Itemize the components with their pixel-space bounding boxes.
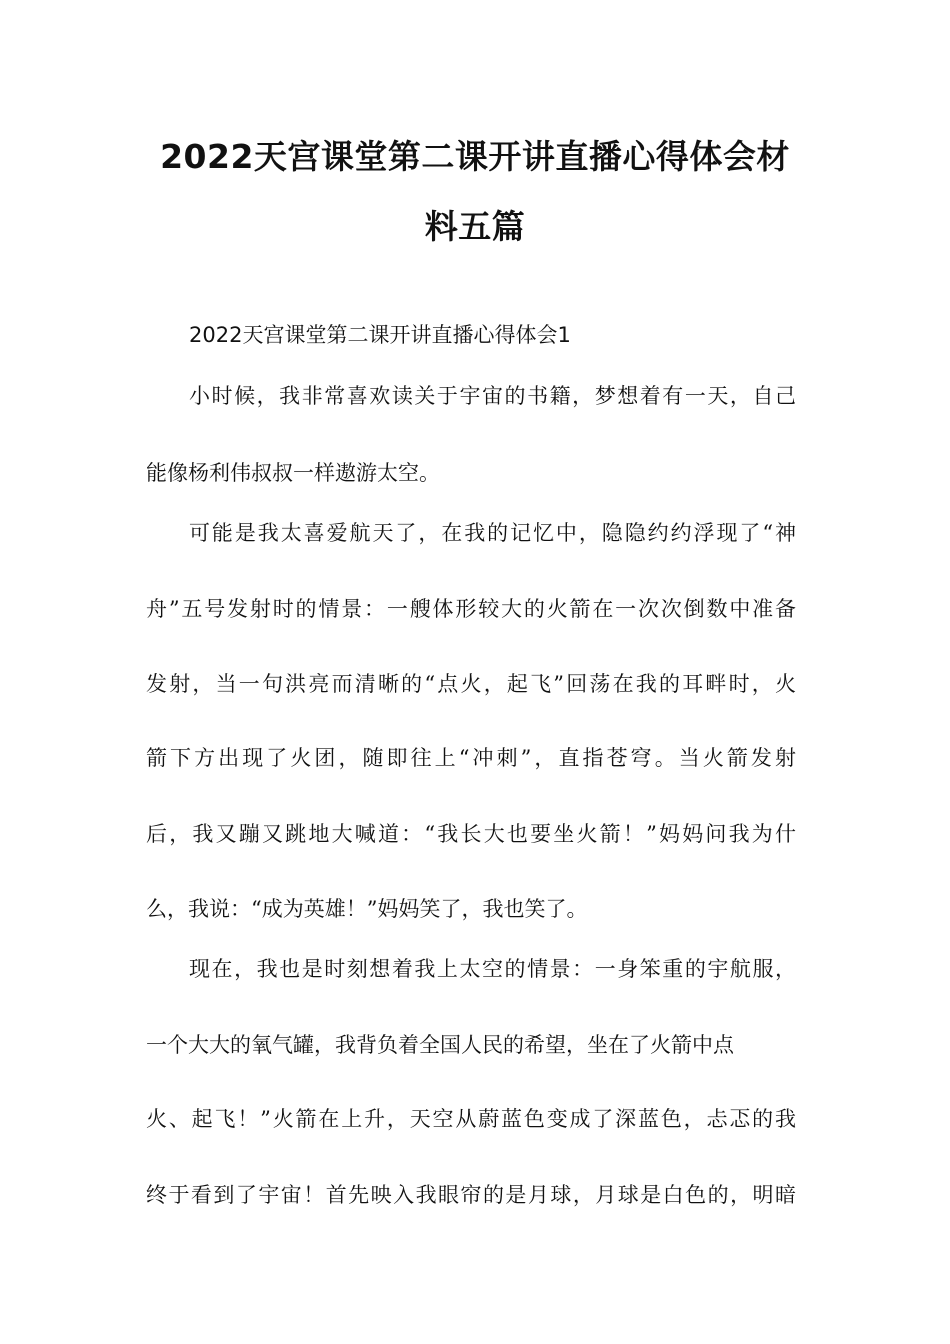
paragraph-2-line-3: 发射，当一句洪亮而清晰的“点火，起飞”回荡在我的耳畔时，火 (146, 672, 796, 696)
paragraph-1-line-2: 能像杨利伟叔叔一样遨游太空。 (146, 461, 440, 485)
document-title-line-2: 料五篇 (424, 207, 526, 246)
paragraph-2-line-5: 后，我又蹦又跳地大喊道：“我长大也要坐火箭！”妈妈问我为什 (146, 822, 796, 846)
paragraph-2-line-2: 舟”五号发射时的情景：一艘体形较大的火箭在一次次倒数中准备 (146, 597, 796, 621)
document-title-line-1: 2022天宫课堂第二课开讲直播心得体会材 (160, 137, 790, 176)
section-heading: 2022天宫课堂第二课开讲直播心得体会1 (189, 323, 571, 347)
paragraph-3-line-1: 现在，我也是时刻想着我上太空的情景：一身笨重的宇航服， (189, 957, 796, 981)
paragraph-2-line-6: 么，我说：“成为英雄！”妈妈笑了，我也笑了。 (146, 897, 588, 921)
paragraph-2-line-4: 箭下方出现了火团，随即往上“冲刺”，直指苍穹。当火箭发射 (146, 746, 796, 770)
paragraph-3-line-4: 终于看到了宇宙！首先映入我眼帘的是月球，月球是白色的，明暗 (146, 1183, 796, 1207)
paragraph-2-line-1: 可能是我太喜爱航天了，在我的记忆中，隐隐约约浮现了“神 (189, 521, 796, 545)
paragraph-3-line-3: 火、起飞！”火箭在上升，天空从蔚蓝色变成了深蓝色，忐忑的我 (146, 1107, 796, 1131)
paragraph-3-line-2: 一个大大的氧气罐，我背负着全国人民的希望，坐在了火箭中点 (146, 1033, 734, 1057)
paragraph-1-line-1: 小时候，我非常喜欢读关于宇宙的书籍，梦想着有一天，自己 (189, 384, 796, 408)
